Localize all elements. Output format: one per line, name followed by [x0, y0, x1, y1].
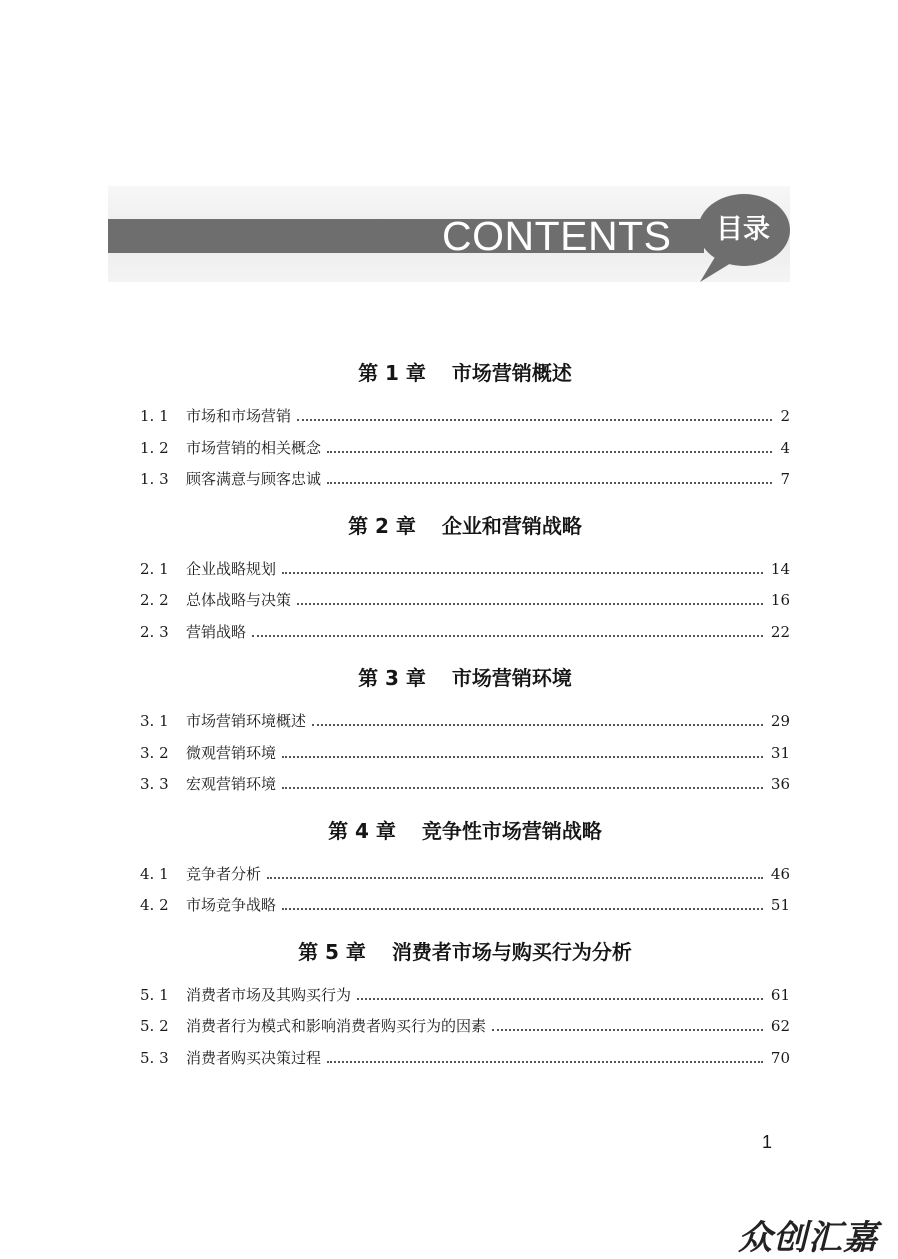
section-title: 营销战略 [186, 622, 247, 641]
contents-title: CONTENTS [442, 213, 672, 259]
chapter-heading [140, 355, 790, 391]
chapter-heading [140, 934, 790, 970]
section-page: 36 [770, 775, 790, 793]
dot-leader [282, 907, 763, 910]
section-number: 1. 1 [140, 407, 169, 425]
section-page: 61 [770, 985, 790, 1004]
section-title: 宏观营销环境 [186, 775, 277, 793]
dot-leader [327, 1060, 763, 1063]
section-number: 2. 1 [140, 559, 169, 578]
toc-entry[interactable] [140, 859, 790, 891]
chapter-title: 消费者市场与购买行为分析 [391, 939, 632, 964]
chapter-heading [140, 813, 790, 849]
dot-leader [327, 481, 772, 484]
section-title: 消费者行为模式和影响消费者购买行为的因素 [186, 1017, 487, 1035]
chapter-title: 企业和营销战略 [441, 513, 582, 538]
section-number: 5. 3 [140, 1048, 169, 1067]
dot-leader [297, 602, 763, 605]
toc-entry[interactable] [140, 464, 790, 496]
section-title: 竞争者分析 [186, 864, 262, 883]
dot-leader [252, 634, 763, 637]
section-page: 70 [770, 1048, 790, 1067]
section-number: 1. 3 [140, 470, 169, 488]
section-number: 4. 1 [140, 864, 169, 883]
contents-badge: 目录 [716, 214, 770, 245]
section-title: 市场和市场营销 [186, 407, 292, 425]
toc-entry[interactable] [140, 769, 790, 801]
section-number: 3. 2 [140, 743, 169, 762]
section-page: 16 [770, 591, 790, 609]
chapter-heading [140, 660, 790, 696]
toc-entry[interactable] [140, 890, 790, 922]
section-page: 14 [770, 559, 790, 578]
watermark-logo: 众创汇嘉 [738, 1218, 878, 1258]
section-number: 3. 3 [140, 775, 169, 793]
toc-entry[interactable] [140, 980, 790, 1012]
dot-leader [312, 723, 763, 726]
table-of-contents [140, 355, 790, 1074]
chapter-heading [140, 508, 790, 544]
section-page: 7 [780, 470, 790, 488]
section-number: 3. 1 [140, 712, 169, 730]
section-number: 5. 2 [140, 1017, 169, 1035]
section-title: 顾客满意与顾客忠诚 [186, 470, 322, 488]
section-number: 5. 1 [140, 985, 169, 1004]
toc-entry[interactable] [140, 585, 790, 617]
section-title: 市场营销的相关概念 [186, 438, 322, 457]
chapter-title: 市场营销环境 [451, 666, 572, 690]
page-number: 1 [762, 1132, 773, 1152]
chapter-title: 竞争性市场营销战略 [421, 818, 602, 843]
toc-entry[interactable] [140, 617, 790, 649]
dot-leader [282, 571, 763, 574]
section-page: 62 [770, 1017, 790, 1035]
section-page: 31 [770, 743, 790, 762]
section-page: 2 [780, 407, 790, 425]
section-number: 2. 3 [140, 622, 169, 641]
chapter-title: 市场营销概述 [451, 361, 572, 385]
dot-leader [267, 876, 763, 879]
section-title: 微观营销环境 [186, 743, 277, 762]
toc-entry[interactable] [140, 554, 790, 586]
toc-entry[interactable] [140, 1011, 790, 1043]
dot-leader [327, 450, 772, 453]
section-number: 2. 2 [140, 591, 169, 609]
section-title: 企业战略规划 [186, 559, 277, 578]
section-title: 消费者市场及其购买行为 [186, 985, 352, 1004]
chapter-number: 第 3 章 [358, 666, 426, 690]
chapter-number: 第 4 章 [328, 818, 396, 843]
chapter-number: 第 1 章 [358, 361, 426, 385]
toc-entry[interactable] [140, 433, 790, 465]
section-page: 51 [770, 896, 790, 914]
dot-leader [282, 755, 763, 758]
dot-leader [357, 997, 763, 1000]
toc-entry[interactable] [140, 401, 790, 433]
section-page: 46 [770, 864, 790, 883]
dot-leader [297, 418, 772, 421]
section-title: 消费者购买决策过程 [186, 1048, 322, 1067]
section-title: 总体战略与决策 [186, 591, 292, 609]
section-number: 4. 2 [140, 896, 169, 914]
chapter-number: 第 5 章 [298, 939, 366, 964]
dot-leader [282, 786, 763, 789]
section-number: 1. 2 [140, 438, 169, 457]
section-page: 4 [780, 438, 790, 457]
toc-entry[interactable] [140, 706, 790, 738]
dot-leader [492, 1028, 763, 1031]
chapter-number: 第 2 章 [348, 513, 416, 538]
section-title: 市场竞争战略 [186, 896, 277, 914]
section-page: 22 [770, 622, 790, 641]
section-title: 市场营销环境概述 [186, 712, 307, 730]
section-page: 29 [770, 712, 790, 730]
toc-entry[interactable] [140, 1043, 790, 1075]
toc-entry[interactable] [140, 738, 790, 770]
